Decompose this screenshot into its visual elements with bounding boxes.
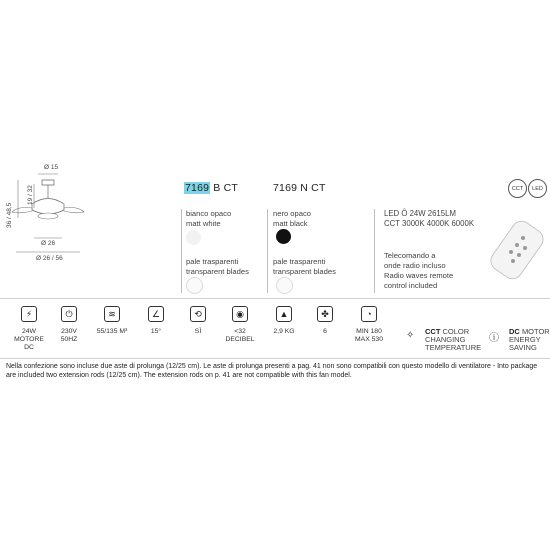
dim-diameter-closed: Ø 26 (41, 240, 56, 247)
spec-rpm (349, 328, 389, 344)
cct-feature-l2: CHANGING (425, 335, 466, 344)
divider-top (0, 298, 550, 299)
spec-airflow (90, 328, 134, 336)
spec-noise-l2: DECIBEL (225, 336, 255, 343)
spec-weight-l1: 2,9 KG (273, 328, 295, 335)
blades-black (273, 257, 336, 277)
spec-weight (264, 328, 304, 336)
separator-1 (181, 209, 182, 293)
remote-info (384, 251, 453, 291)
airflow-icon: ≋ (104, 306, 120, 322)
spec-angle-l1: 15° (150, 328, 162, 335)
led-info-line2: CCT 3000K 4000K 6000K (384, 219, 475, 228)
finish-black-it: nero opaco (273, 209, 311, 218)
model-code-suffix: B CT (210, 182, 239, 194)
led-info (384, 209, 474, 229)
remote-line1: Telecomando a (384, 251, 436, 260)
finish-black-en: matt black (273, 219, 308, 228)
noise-icon: ◉ (232, 306, 248, 322)
blades-black-en: transparent blades (273, 267, 336, 276)
angle-icon: ∠ (148, 306, 164, 322)
swatch-white (186, 230, 201, 245)
spec-voltage-l1: 230V (61, 328, 77, 335)
dc-feature-icon: ⓘ (489, 333, 499, 344)
spec-rpm-l2: MAX 530 (355, 336, 383, 343)
spec-airflow-l1: 55/135 M³ (96, 328, 128, 335)
model-code-white (184, 182, 238, 194)
blade-swatch-black (276, 277, 293, 294)
led-badge-icon (528, 179, 547, 198)
remote-control-image (490, 218, 550, 285)
spec-reverse-l1: SÌ (194, 328, 202, 335)
cct-badge-label: CCT (511, 185, 524, 192)
plug-icon: ⏻ (61, 306, 77, 322)
cct-feature-l3: TEMPERATURE (425, 343, 482, 352)
remote-line4: control included (384, 281, 438, 290)
blades-white-it: pale trasparenti (186, 257, 239, 266)
remote-line2: onde radio incluso (384, 261, 446, 270)
blades-black-it: pale trasparenti (273, 257, 326, 266)
spec-noise (220, 328, 260, 344)
dc-feature-l2: ENERGY (509, 335, 541, 344)
spec-motor-l1: 24W (22, 328, 36, 335)
spec-rpm-l1: MIN 180 (356, 328, 382, 335)
cct-feature-l1: COLOR (442, 327, 470, 336)
dim-height-total: 36 / 48,5 (6, 202, 13, 228)
dim-height-body: 19 / 32 (27, 185, 34, 205)
weight-icon: ▲ (276, 306, 292, 322)
remote-line3: Radio waves remote (384, 271, 454, 280)
cct-feature (425, 328, 481, 352)
dim-top-diameter: Ø 15 (44, 164, 59, 171)
bolt-icon: ⚡ (21, 306, 37, 322)
cct-feature-icon: ✧ (406, 330, 415, 341)
fan-technical-drawing (0, 160, 90, 270)
rpm-icon: ◔ (361, 306, 377, 322)
package-note-en: - Into package are included two extension rods (12/25 cm). The extension rods on p. 41 are not compatible with this fan model. (6, 363, 538, 379)
swatch-black (276, 229, 291, 244)
blades-white-en: transparent blades (186, 267, 249, 276)
spec-noise-l1: <32 (234, 328, 246, 335)
fan-drawing-svg (0, 160, 90, 270)
spec-angle (136, 328, 176, 336)
separator-2 (267, 209, 268, 293)
package-note-it: Nella confezione sono incluse due aste di prolunga (12/25 cm). Le aste di prolunga presenti a pag. 41 non sono compatibili con questo modello di ventilatore (6, 363, 491, 370)
dim-diameter-range: Ø 26 / 56 (36, 255, 63, 262)
spec-speeds (305, 328, 345, 336)
spec-speeds-l1: 6 (323, 328, 327, 335)
remote-control-svg (490, 218, 550, 280)
spec-reverse (178, 328, 218, 336)
fan-speed-icon: ✤ (317, 306, 333, 322)
spec-motor-l2: MOTORE (14, 336, 44, 343)
spec-voltage (49, 328, 89, 344)
cct-feature-bold: CCT (425, 327, 441, 336)
spec-motor-l3: DC (24, 344, 34, 351)
dc-feature-l1: MOTOR (521, 327, 550, 336)
finish-white-en: matt white (186, 219, 221, 228)
blades-white (186, 257, 249, 277)
dc-feature (509, 328, 550, 352)
divider-bottom (0, 358, 550, 359)
led-badge-label: LED (532, 185, 543, 192)
dc-feature-bold: DC (509, 327, 520, 336)
separator-3 (374, 209, 375, 293)
reverse-icon: ⟲ (190, 306, 206, 322)
cct-badge-icon (508, 179, 527, 198)
dc-feature-l3: SAVING (509, 343, 537, 352)
model-code-black: 7169 N CT (273, 182, 326, 194)
package-note (6, 362, 546, 380)
model-code-highlight: 7169 (185, 182, 210, 194)
spec-motor (9, 328, 49, 352)
led-info-line1: LED Ȏ 24W 2615LM (384, 209, 456, 218)
blade-swatch-white (186, 277, 203, 294)
finish-black (273, 209, 311, 229)
spec-voltage-l2: 50HZ (60, 336, 78, 343)
finish-white-it: bianco opaco (186, 209, 232, 218)
finish-white (186, 209, 231, 229)
